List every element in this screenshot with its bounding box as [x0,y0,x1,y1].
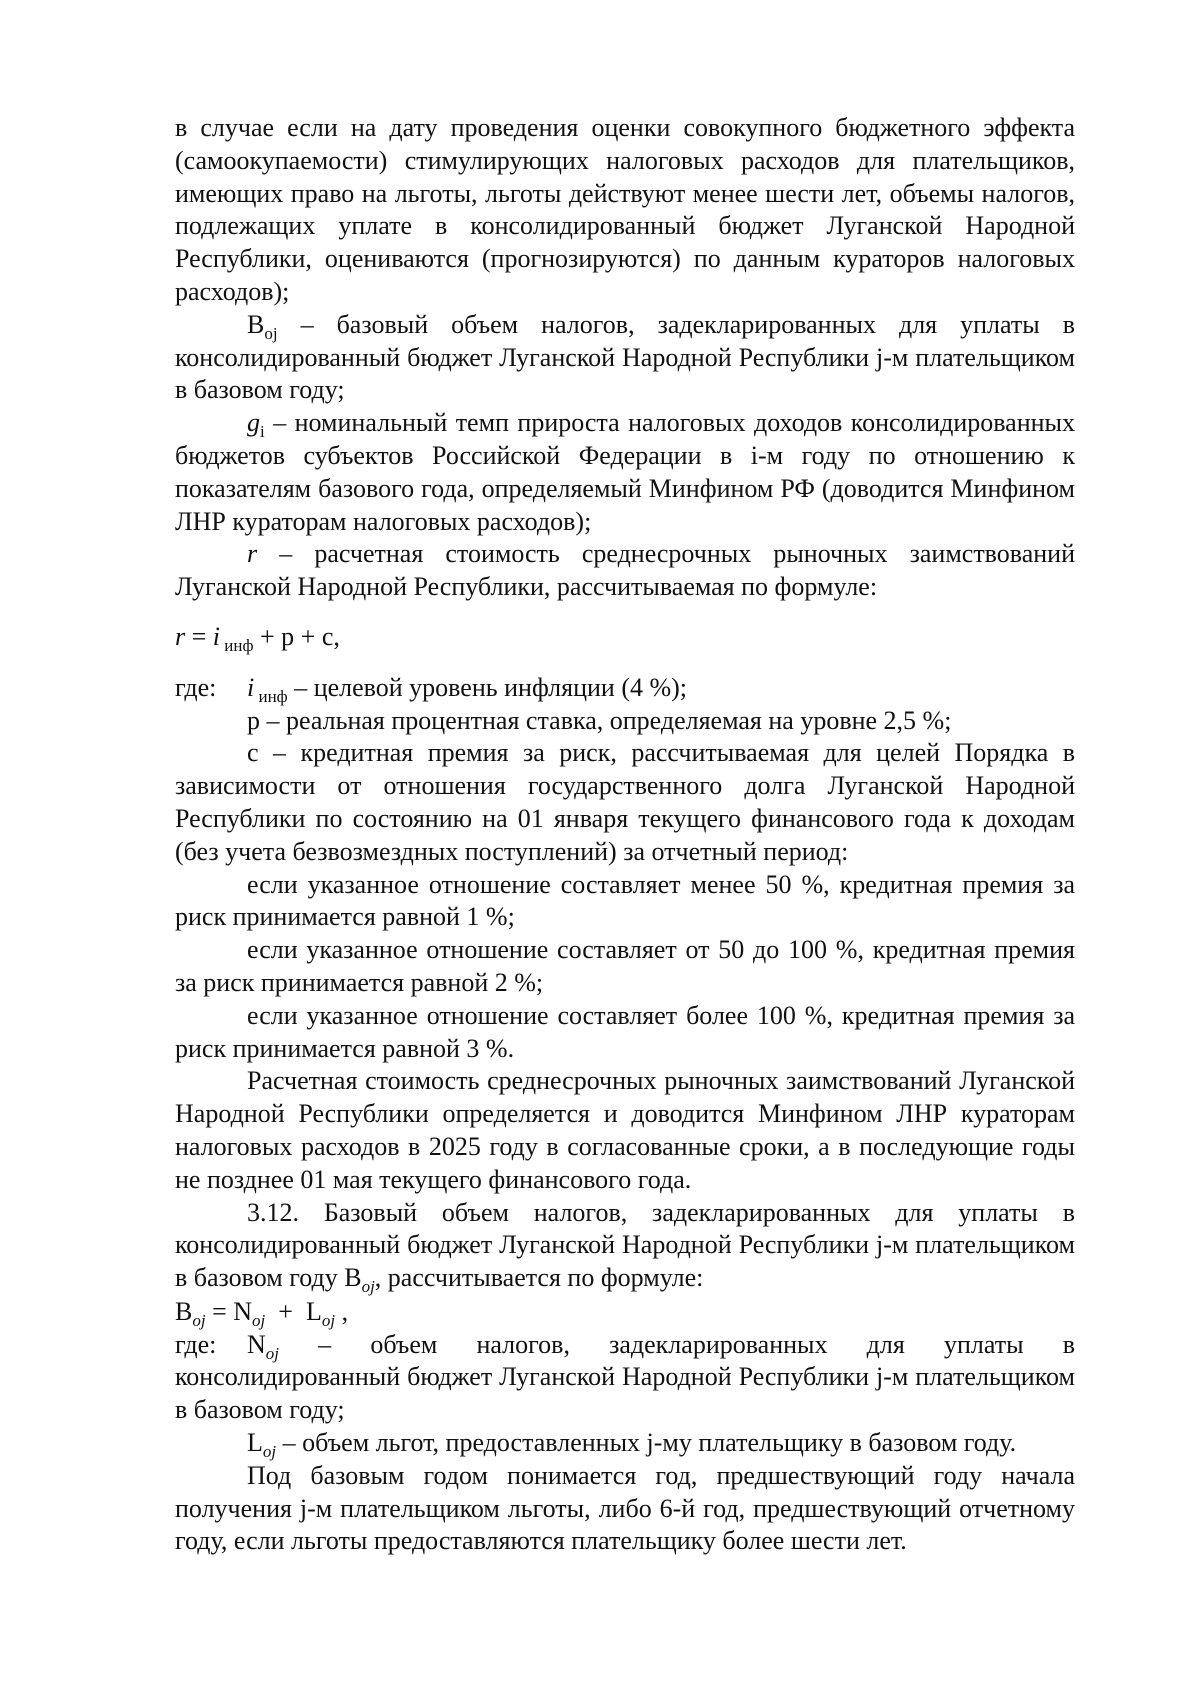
section-3-12-text: 3.12. Базовый объем налогов, задекларированных для уплаты в консолидированный бюджет Луганской Народной Республики j-м плательщиком в базовом году [175,1197,1075,1293]
paragraph-condition-1: если указанное отношение составляет менее 50 %, кредитная премия за риск принимается равной 1 %; [175,869,1075,932]
paragraph-b-oj-definition [175,309,1075,407]
symbol-g-subscript: i [260,422,265,442]
paragraph-c-definition: с – кредитная премия за риск, рассчитываемая для целей Порядка в зависимости от отношения государственного долга Луганской Народной Республики по состоянию на 01 января текущего финансового года к доходам (без учета безвозмездных поступлений) за отчетный период: [175,738,1075,866]
formula-r-lhs: r [175,621,186,651]
symbol-l: L [247,1428,263,1458]
symbol-b-subscript: oj [264,323,278,343]
formula-r-eq: = [185,621,213,651]
formula-plus: + [265,1296,306,1326]
where-label: где: [175,672,217,702]
i-inf-definition-text: – целевой уровень инфляции (4 %); [287,672,688,702]
symbol-n-subscript: oj [265,1343,280,1363]
symbol-g: g [247,408,260,438]
paragraph-n-oj-definition [175,1329,1075,1427]
paragraph-l-oj-definition [175,1427,1075,1460]
symbol-b: B [344,1263,362,1293]
b-oj-definition-text: – базовый объем налогов, задекларированных для уплаты в консолидированный бюджет Луганской Народной Республики j-м плательщиком в базовом году; [175,309,1075,405]
paragraph-p-definition: р – реальная процентная ставка, определяемая на уровне 2,5 %; [247,705,952,735]
formula-r-i: i [212,621,221,651]
formula-b: B [175,1296,193,1326]
formula-b-subscript: oj [192,1310,206,1330]
formula-eq: = [205,1296,234,1326]
formula-r [175,621,1075,654]
formula-r-rest: + р + с, [253,621,340,651]
symbol-l-subscript: oj [262,1442,277,1462]
symbol-b: B [247,309,265,339]
document-page [175,112,1075,1558]
paragraph-condition-3: если указанное отношение составляет более 100 %, кредитная премия за риск принимается равной 3 %. [175,1000,1075,1063]
where-label: где: [175,1329,217,1359]
symbol-b-subscript: oj [361,1277,375,1297]
paragraph-base-year: Под базовым годом понимается год, предшествующий году начала получения j-м плательщиком льготы, либо 6-й год, предшествующий отчетному году, если льготы предоставляются плательщику более шести лет. [175,1460,1075,1556]
symbol-i: i [247,672,255,702]
r-definition-text: – расчетная стоимость среднесрочных рыночных заимствований Луганской Народной Республики, рассчитываемая по формуле: [175,539,1075,602]
paragraph-condition-2: если указанное отношение составляет от 50 до 100 %, кредитная премия за риск принимается равной 2 %; [175,935,1075,997]
paragraph-3-12 [175,1197,1075,1295]
symbol-r: r [247,539,258,569]
paragraph-1: в случае если на дату проведения оценки совокупного бюджетного эффекта (самоокупаемости) стимулирующих налоговых расходов для плательщиков, имеющих право на льготы, льготы действуют менее шести лет, объемы налогов, подлежащих уплате в консолидированный бюджет Луганской Народной Республики, оцениваются (прогнозируются) по данным кураторов налоговых расходов); [175,113,1075,306]
paragraph-g-i-definition [175,407,1075,538]
n-oj-definition-text: – объем налогов, задекларированных для уплаты в консолидированный бюджет Луганской Народной Республики j-м плательщиком в базовом году; [175,1329,1075,1425]
symbol-n: N [247,1329,266,1359]
g-i-definition-text: – номинальный темп прироста налоговых доходов консолидированных бюджетов субъектов Российской Федерации в i-м году по отношению к показателям базового года, определяемый Минфином РФ (доводится Минфином ЛНР кураторам налоговых расходов); [175,408,1075,536]
paragraph-borrowing-cost: Расчетная стоимость среднесрочных рыночных заимствований Луганской Народной Республики определяется и доводится Минфином ЛНР кураторам налоговых расходов в 2025 году в согласованные сроки, а в последующие годы не позднее 01 мая текущего финансового года. [175,1066,1075,1194]
paragraph-i-inf-definition [175,672,1075,705]
formula-l-subscript: oj [321,1310,336,1330]
formula-tail: , [335,1296,349,1326]
formula-r-i-subscript: инф [220,635,254,655]
formula-b-oj [175,1296,1075,1329]
symbol-i-subscript: инф [254,686,288,706]
formula-n: N [233,1296,253,1326]
formula-l: L [305,1296,322,1326]
formula-n-subscript: oj [252,1310,266,1330]
l-oj-definition-text: – объем льгот, предоставленных j-му плательщику в базовом году. [276,1428,1017,1458]
section-3-12-tail: , рассчитывается по формуле: [374,1263,704,1293]
paragraph-r-definition [175,538,1075,604]
